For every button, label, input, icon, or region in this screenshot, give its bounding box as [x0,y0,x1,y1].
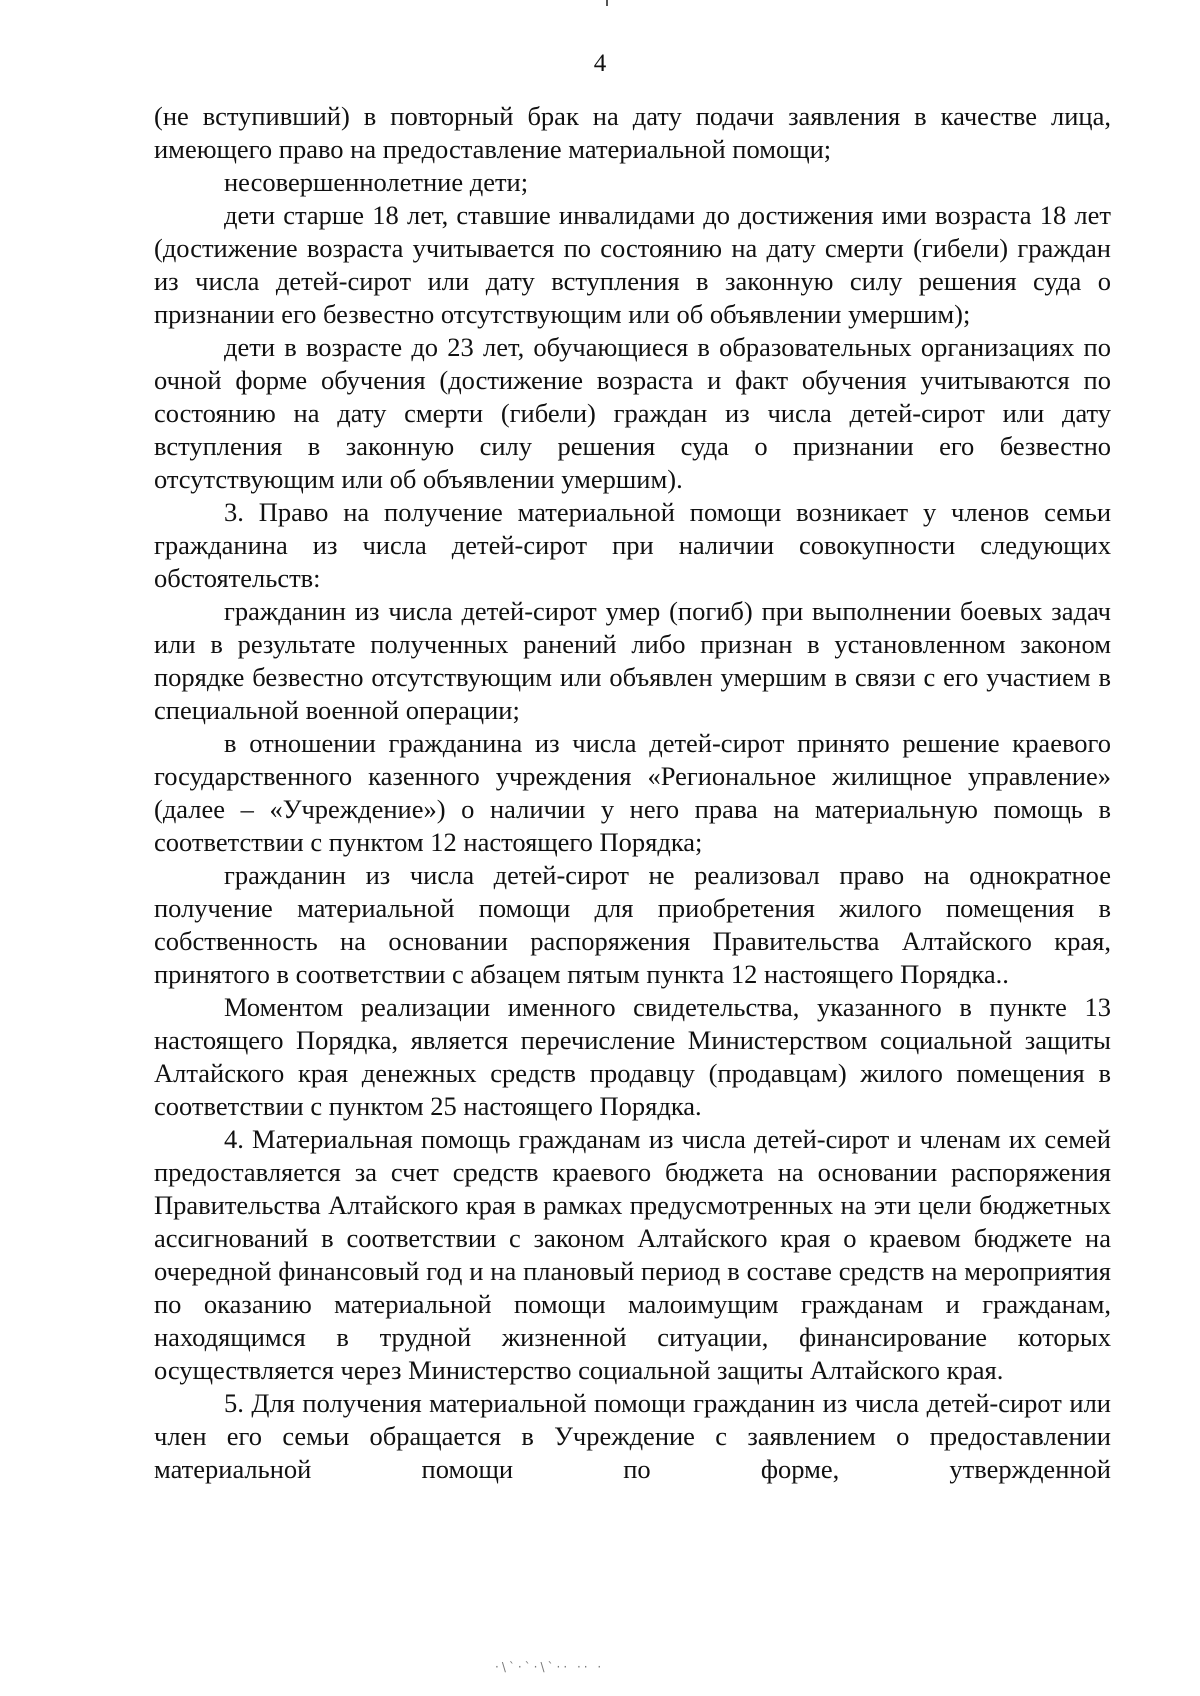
list-item-minor-children: несовершеннолетние дети; [224,167,529,197]
list-item-students: дети в возрасте до 23 лет, обучающиеся в образовательных организациях по очной форме обучения (достижение возраста и факт обучения учитываются по состоянию на дату смерти (гибели) граждан из числа детей-сирот или дату вступления в законную силу решения суда о признании его безвестно отсутствующим или об объявлении умершим). [154,332,1111,494]
condition-decision: в отношении гражданина из числа детей-сирот принято решение краевого государственного казенного учреждения «Региональное жилищное управление» (далее – «Учреждение») о наличии у него права на материальную помощь в соответствии с пунктом 12 настоящего Порядка; [154,728,1111,857]
document-body [154,100,1111,1486]
scan-mark [606,0,608,6]
list-item-disabled-children: дети старше 18 лет, ставшие инвалидами до достижения ими возраста 18 лет (достижение возраста учитывается по состоянию на дату смерти (гибели) граждан из числа детей-сирот или дату вступления в законную силу решения суда о признании его безвестно отсутствующим или об объявлении умершим); [154,200,1111,329]
page-number: 4 [593,50,607,77]
section-5-paragraph: 5. Для получения материальной помощи гражданин из числа детей-сирот или член его семьи обращается в Учреждение с заявлением о предоставлении материальной помощи по форме, утвержденной [154,1388,1111,1484]
paragraph-continuation: (не вступивший) в повторный брак на дату подачи заявления в качестве лица, имеющего право на предоставление материальной помощи; [154,101,1111,164]
realization-moment-paragraph: Моментом реализации именного свидетельства, указанного в пункте 13 настоящего Порядка, является перечисление Министерством социальной защиты Алтайского края денежных средств продавцу (продавцам) жилого помещения в соответствии с пунктом 25 настоящего Порядка. [154,992,1111,1121]
scan-artifact: ·\`·`·\`·· ·· · [495,1660,605,1674]
section-4-paragraph: 4. Материальная помощь гражданам из числа детей-сирот и членам их семей предоставляется за счет средств краевого бюджета на основании распоряжения Правительства Алтайского края в рамках предусмотренных на эти цели бюджетных ассигнований в соответствии с законом Алтайского края о краевом бюджете на очередной финансовый год и на плановый период в составе средств на мероприятия по оказанию материальной помощи малоимущим гражданам и гражданам, находящимся в трудной жизненной ситуации, финансирование которых осуществляется через Министерство социальной защиты Алтайского края. [154,1124,1111,1385]
condition-death: гражданин из числа детей-сирот умер (погиб) при выполнении боевых задач или в результате полученных ранений либо признан в установленном законом порядке безвестно отсутствующим или объявлен умершим в связи с его участием в специальной военной операции; [154,596,1111,725]
condition-not-realized: гражданин из числа детей-сирот не реализовал право на однократное получение материальной помощи для приобретения жилого помещения в собственность на основании распоряжения Правительства Алтайского края, принятого в соответствии с абзацем пятым пункта 12 настоящего Порядка.. [154,860,1111,989]
section-3-paragraph: 3. Право на получение материальной помощи возникает у членов семьи гражданина из числа детей-сирот при наличии совокупности следующих обстоятельств: [154,497,1111,593]
